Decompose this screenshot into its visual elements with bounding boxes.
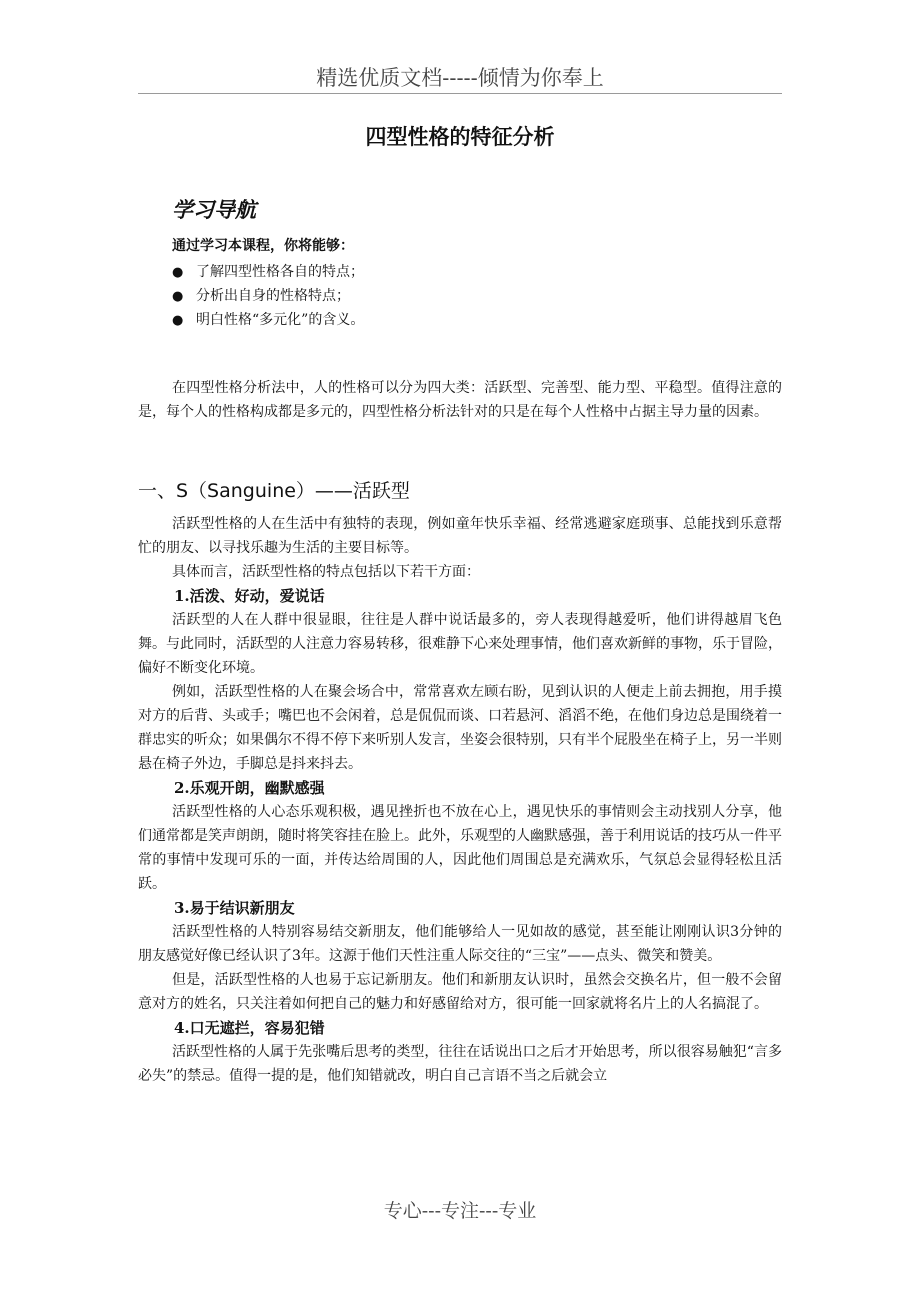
paragraph: 活跃型性格的人心态乐观积极，遇见挫折也不放在心上，遇见快乐的事情则会主动找别人分享，他们通常都是笑声朗朗，随时将笑容挂在脸上。此外，乐观型的人幽默感强，善于利用说话的技巧从一件平常的事情中发现可乐的一面，并传达给周围的人，因此他们周围总是充满欢乐，气氛总会显得轻松且活跃。 <box>138 804 782 892</box>
learning-goals-list <box>172 260 364 332</box>
paragraph: 但是，活跃型性格的人也易于忘记新朋友。他们和新朋友认识时，虽然会交换名片，但一般不会留意对方的姓名，只关注着如何把自己的魅力和好感留给对方，很可能一回家就将名片上的人名搞混了。 <box>138 972 782 1012</box>
learning-nav-title: 学习导航 <box>172 198 256 222</box>
bullet-icon: ● <box>172 289 184 304</box>
intro-section <box>138 376 782 424</box>
section-heading: 一、S（Sanguine）——活跃型 <box>138 480 410 502</box>
list-item <box>172 260 364 284</box>
paragraph: 活跃型性格的人在生活中有独特的表现，例如童年快乐幸福、经常逃避家庭琐事、总能找到乐意帮忙的朋友、以寻找乐趣为生活的主要目标等。 <box>138 516 782 556</box>
paragraph: 例如，活跃型性格的人在聚会场合中，常常喜欢左顾右盼，见到认识的人便走上前去拥抱，用手摸对方的后背、头或手；嘴巴也不会闲着，总是侃侃而谈、口若悬河、滔滔不绝，在他们身边总是围绕着一群忠实的听众；如果偶尔不得不停下来听别人发言，坐姿会很特别，只有半个屁股坐在椅子上，另一半则悬在椅子外边，手脚总是抖来抖去。 <box>138 684 782 772</box>
subheading: 2.乐观开朗，幽默感强 <box>174 779 325 797</box>
list-item <box>172 284 364 308</box>
paragraph: 具体而言，活跃型性格的特点包括以下若干方面： <box>172 564 480 580</box>
subheading: 4.口无遮拦，容易犯错 <box>174 1019 325 1037</box>
header-divider <box>138 93 782 94</box>
document-title: 四型性格的特征分析 <box>365 125 555 149</box>
bullet-icon: ● <box>172 313 184 328</box>
paragraph: 活跃型的人在人群中很显眼，往往是人群中说话最多的，旁人表现得越爱听，他们讲得越眉飞色舞。与此同时，活跃型的人注意力容易转移，很难静下心来处理事情，他们喜欢新鲜的事物，乐于冒险，偏好不断变化环境。 <box>138 612 782 676</box>
paragraph: 活跃型性格的人特别容易结交新朋友，他们能够给人一见如故的感觉，甚至能让刚刚认识3分钟的朋友感觉好像已经认识了3年。这源于他们天性注重人际交往的“三宝”——点头、微笑和赞美。 <box>138 924 782 964</box>
intro-paragraph: 在四型性格分析法中，人的性格可以分为四大类：活跃型、完善型、能力型、平稳型。值得注意的是，每个人的性格构成都是多元的，四型性格分析法针对的只是在每个人性格中占据主导力量的因素。 <box>138 380 782 420</box>
subheading: 1.活泼、好动，爱说话 <box>174 587 325 605</box>
goal-text: 了解四型性格各自的特点； <box>196 264 364 280</box>
learning-nav-intro: 通过学习本课程，你将能够： <box>172 238 354 254</box>
page-header: 精选优质文档-----倾情为你奉上 <box>316 66 604 90</box>
subheading: 3.易于结识新朋友 <box>174 899 295 917</box>
list-item <box>172 308 364 332</box>
section-body <box>138 512 782 1088</box>
goal-text: 明白性格“多元化”的含义。 <box>196 312 365 328</box>
page-footer: 专心---专注---专业 <box>383 1200 537 1222</box>
goal-text: 分析出自身的性格特点； <box>196 288 350 304</box>
paragraph: 活跃型性格的人属于先张嘴后思考的类型，往往在话说出口之后才开始思考，所以很容易触犯“言多必失”的禁忌。值得一提的是，他们知错就改，明白自己言语不当之后就会立 <box>138 1044 782 1084</box>
bullet-icon: ● <box>172 265 184 280</box>
